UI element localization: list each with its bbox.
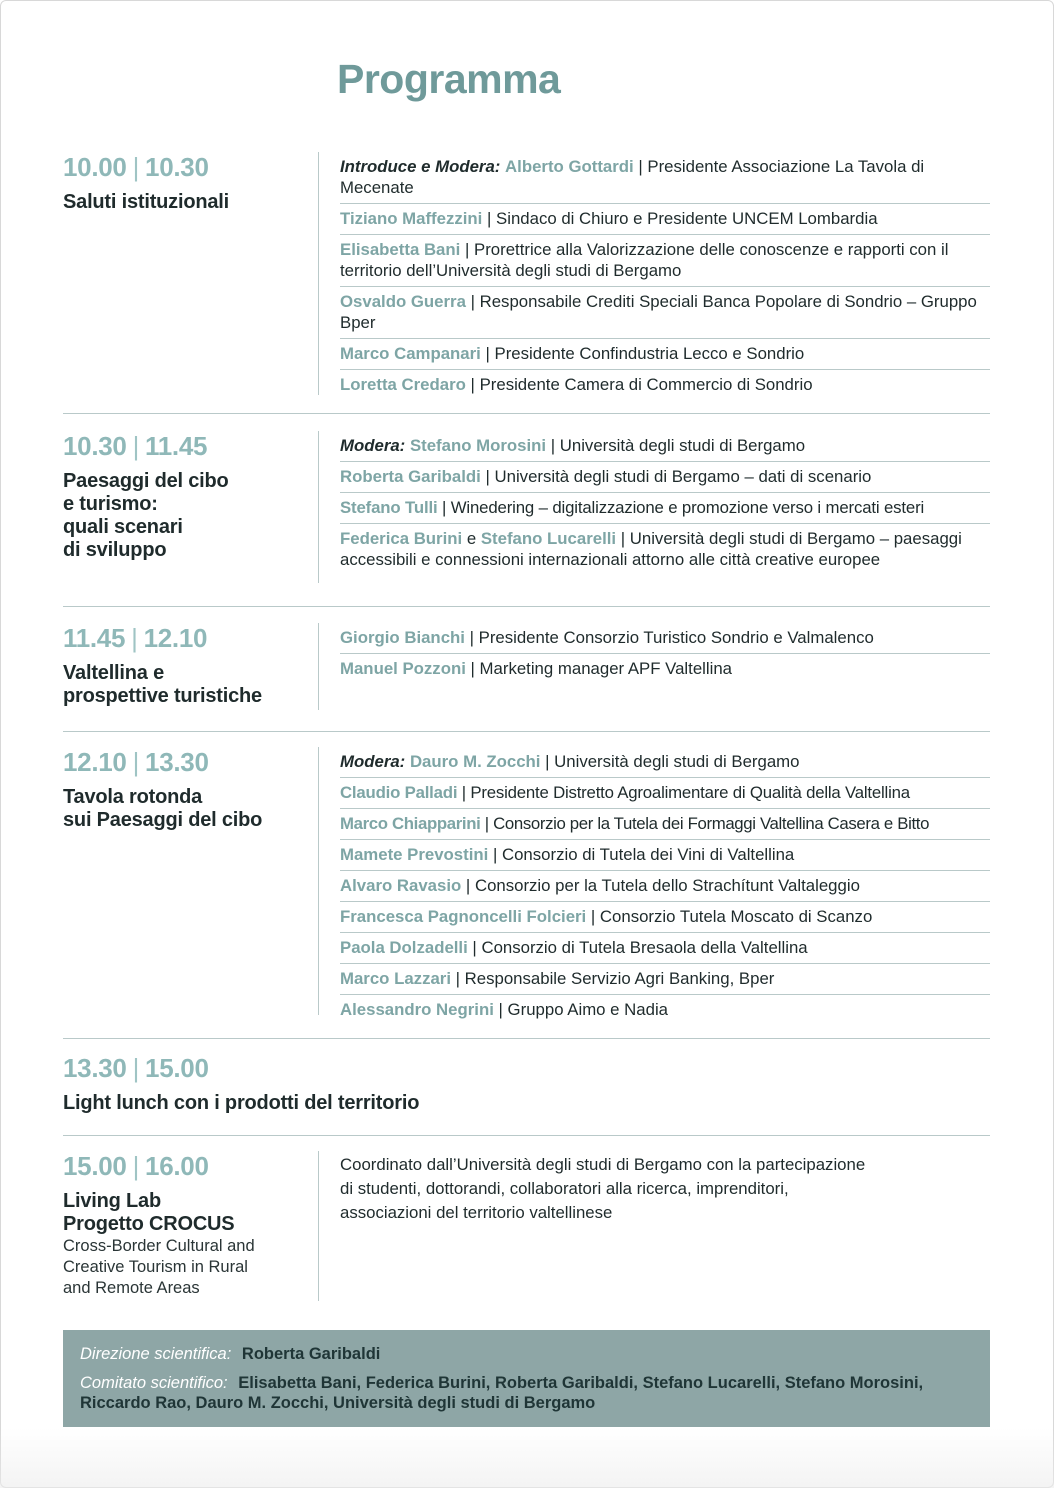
list-item [340, 809, 990, 840]
speaker-role: | Consorzio di Tutela dei Vini di Valtellina [488, 845, 795, 864]
session-title: Light lunch con i prodotti del territorio [63, 1092, 420, 1114]
speaker-name: Marco Chiapparini [340, 814, 481, 833]
comitato-value: Elisabetta Bani, Federica Burini, Roberta Garibaldi, Stefano Lucarelli, Stefano Morosini, Riccardo Rao, Dauro M. Zocchi, Università degli studi di Bergamo [80, 1374, 924, 1412]
list-item [340, 431, 990, 462]
list-item [340, 493, 990, 524]
speaker-role: | Consorzio per la Tutela dei Formaggi Valtellina Casera e Bitto [480, 814, 930, 833]
page-title: Programma [337, 56, 561, 102]
list-item [340, 840, 990, 871]
description-line: Coordinato dall’Università degli studi di Bergamo con la partecipazione [340, 1155, 866, 1174]
end-time: 13.30 [145, 747, 209, 777]
session-description [340, 1153, 990, 1225]
speaker-name: Loretta Credaro [340, 375, 466, 394]
speaker-role: | Responsabile Servizio Agri Banking, Bper [450, 969, 775, 988]
session-title-line: e turismo: [63, 493, 158, 515]
list-item [340, 339, 990, 370]
session-title-line: prospettive turistiche [63, 685, 262, 707]
list-item [340, 747, 990, 778]
list-item [340, 902, 990, 933]
speaker-list [340, 623, 990, 684]
description-line: associazioni del territorio valtellinese [340, 1203, 613, 1222]
session-title [63, 662, 313, 708]
speaker-name: Manuel Pozzoni [340, 659, 466, 678]
session-title [63, 786, 313, 832]
time-range [63, 623, 313, 653]
speaker-role: | Consorzio di Tutela Bresaola della Valtellina [467, 938, 808, 957]
speaker-role: | Università degli studi di Bergamo – dati di scenario [480, 467, 872, 486]
session-title-line: Tavola rotonda [63, 786, 203, 808]
session-title-line: Paesaggi del cibo [63, 470, 229, 492]
speaker-name: Marco Lazzari [340, 969, 451, 988]
direzione-label: Direzione scientifica: [80, 1345, 232, 1363]
list-item [340, 287, 990, 339]
session-info [63, 747, 313, 832]
vertical-divider [318, 1151, 319, 1301]
list-item [340, 871, 990, 902]
speaker-role: | Università degli studi di Bergamo [546, 436, 806, 455]
role-label: Introduce e Modera: [340, 157, 501, 176]
page-bottom-shadow [0, 1428, 1054, 1488]
session-subtitle [63, 1236, 313, 1299]
session-info [63, 623, 313, 708]
section-divider [63, 606, 990, 607]
section-divider [63, 413, 990, 414]
session-title [63, 470, 313, 562]
end-time: 16.00 [145, 1151, 209, 1181]
comitato-line [80, 1373, 973, 1413]
time-separator: | [132, 747, 140, 777]
list-item [340, 654, 990, 684]
speaker-name: Osvaldo Guerra [340, 292, 466, 311]
vertical-divider [318, 431, 319, 583]
speaker-role: | Gruppo Aimo e Nadia [493, 1000, 669, 1019]
time-range [63, 431, 313, 461]
session-title-line: di sviluppo [63, 539, 167, 561]
speaker-role: | Consorzio Tutela Moscato di Scanzo [586, 907, 873, 926]
list-item [340, 995, 990, 1025]
speaker-role: | Presidente Distretto Agroalimentare di Qualità della Valtellina [457, 783, 910, 802]
session-title [63, 1190, 313, 1236]
speaker-name: Alessandro Negrini [340, 1000, 494, 1019]
speaker-name: Alberto Gottardi [505, 157, 634, 176]
session-subtitle-line: Creative Tourism in Rural [63, 1258, 248, 1276]
session-info [63, 152, 313, 214]
session-title-line: quali scenari [63, 516, 183, 538]
speaker-name: Alvaro Ravasio [340, 876, 462, 895]
end-time: 10.30 [145, 152, 209, 182]
speaker-role: | Presidente Camera di Commercio di Sondrio [465, 375, 813, 394]
description-line: di studenti, dottorandi, collaboratori alla ricerca, imprenditori, [340, 1179, 789, 1198]
speaker-name: Stefano Morosini [409, 436, 547, 455]
time-separator: | [131, 623, 138, 653]
credits-box [63, 1330, 990, 1427]
time-range [63, 747, 313, 777]
session-info [63, 1053, 563, 1115]
list-item [340, 204, 990, 235]
start-time: 10.30 [63, 431, 127, 461]
end-time: 15.00 [145, 1053, 209, 1083]
session-subtitle-line: Cross-Border Cultural and [63, 1237, 255, 1255]
session-title-line: sui Paesaggi del cibo [63, 809, 263, 831]
speaker-name: Tiziano Maffezzini [340, 209, 483, 228]
speaker-name: Dauro M. Zocchi [409, 752, 541, 771]
session-subtitle-line: and Remote Areas [63, 1279, 200, 1297]
session-title: Saluti istituzionali [63, 191, 230, 213]
section-divider [63, 1038, 990, 1039]
speaker-name: Federica Burini [340, 529, 463, 548]
section-divider [63, 731, 990, 732]
start-time: 15.00 [63, 1151, 127, 1181]
speaker-role: | Responsabile Crediti Speciali Banca Popolare di Sondrio – Gruppo Bper [340, 292, 977, 332]
list-item [340, 623, 990, 654]
speaker-name: Mamete Prevostini [340, 845, 489, 864]
list-item [340, 964, 990, 995]
time-range [63, 1053, 563, 1083]
start-time: 13.30 [63, 1053, 127, 1083]
list-item [340, 152, 990, 204]
list-item [340, 933, 990, 964]
speaker-role: | Presidente Confindustria Lecco e Sondrio [480, 344, 805, 363]
session-title-line: Progetto CROCUS [63, 1213, 235, 1235]
role-label: Modera: [340, 436, 406, 455]
vertical-divider [318, 747, 319, 1015]
speaker-name: Giorgio Bianchi [340, 628, 465, 647]
speaker-name: Marco Campanari [340, 344, 481, 363]
speaker-role: | Università degli studi di Bergamo – paesaggi accessibili e connessioni internazionali attorno alle città creative europee [340, 529, 962, 569]
list-item [340, 235, 990, 287]
speaker-name: Roberta Garibaldi [340, 467, 481, 486]
speaker-role: | Presidente Consorzio Turistico Sondrio e Valmalenco [464, 628, 874, 647]
direzione-value: Roberta Garibaldi [241, 1345, 381, 1363]
start-time: 12.10 [63, 747, 127, 777]
speaker-name: Francesca Pagnoncelli Folcieri [340, 907, 587, 926]
speaker-role: | Winedering – digitalizzazione e promozione verso i mercati esteri [437, 498, 925, 517]
list-item [340, 524, 990, 575]
start-time: 10.00 [63, 152, 127, 182]
end-time: 11.45 [145, 431, 208, 461]
section-divider [63, 1135, 990, 1136]
speaker-list [340, 747, 990, 1025]
vertical-divider [318, 152, 319, 395]
speaker-name: Claudio Palladi [340, 783, 458, 802]
time-separator: | [132, 431, 140, 461]
session-title-line: Valtellina e [63, 662, 164, 684]
list-item [340, 778, 990, 809]
speaker-name: Paola Dolzadelli [340, 938, 468, 957]
speaker-role: | Consorzio per la Tutela dello Strachítunt Valtaleggio [461, 876, 860, 895]
session-title-line: Living Lab [63, 1190, 162, 1212]
session-info [63, 1151, 313, 1299]
speaker-name: Stefano Tulli [340, 498, 438, 517]
speaker-list [340, 152, 990, 400]
speaker-name: Stefano Lucarelli [480, 529, 617, 548]
joiner-text: e [462, 529, 481, 548]
time-separator: | [132, 1053, 140, 1083]
speaker-role: | Presidente Associazione La Tavola di Mecenate [340, 157, 925, 197]
time-range [63, 152, 313, 182]
comitato-label: Comitato scientifico: [80, 1374, 228, 1392]
list-item [340, 370, 990, 400]
list-item [340, 462, 990, 493]
time-separator: | [132, 152, 140, 182]
direzione-line [80, 1344, 973, 1364]
start-time: 11.45 [63, 623, 126, 653]
vertical-divider [318, 623, 319, 710]
speaker-name: Elisabetta Bani [340, 240, 461, 259]
speaker-role: | Sindaco di Chiuro e Presidente UNCEM Lombardia [482, 209, 878, 228]
speaker-list [340, 431, 990, 575]
speaker-role: | Prorettrice alla Valorizzazione delle conoscenze e rapporti con il territorio dell’Università degli studi di Bergamo [340, 240, 949, 280]
speaker-role: | Università degli studi di Bergamo [540, 752, 800, 771]
end-time: 12.10 [143, 623, 208, 653]
session-info [63, 431, 313, 562]
speaker-role: | Marketing manager APF Valtellina [465, 659, 733, 678]
time-separator: | [132, 1151, 140, 1181]
time-range [63, 1151, 313, 1181]
role-label: Modera: [340, 752, 406, 771]
